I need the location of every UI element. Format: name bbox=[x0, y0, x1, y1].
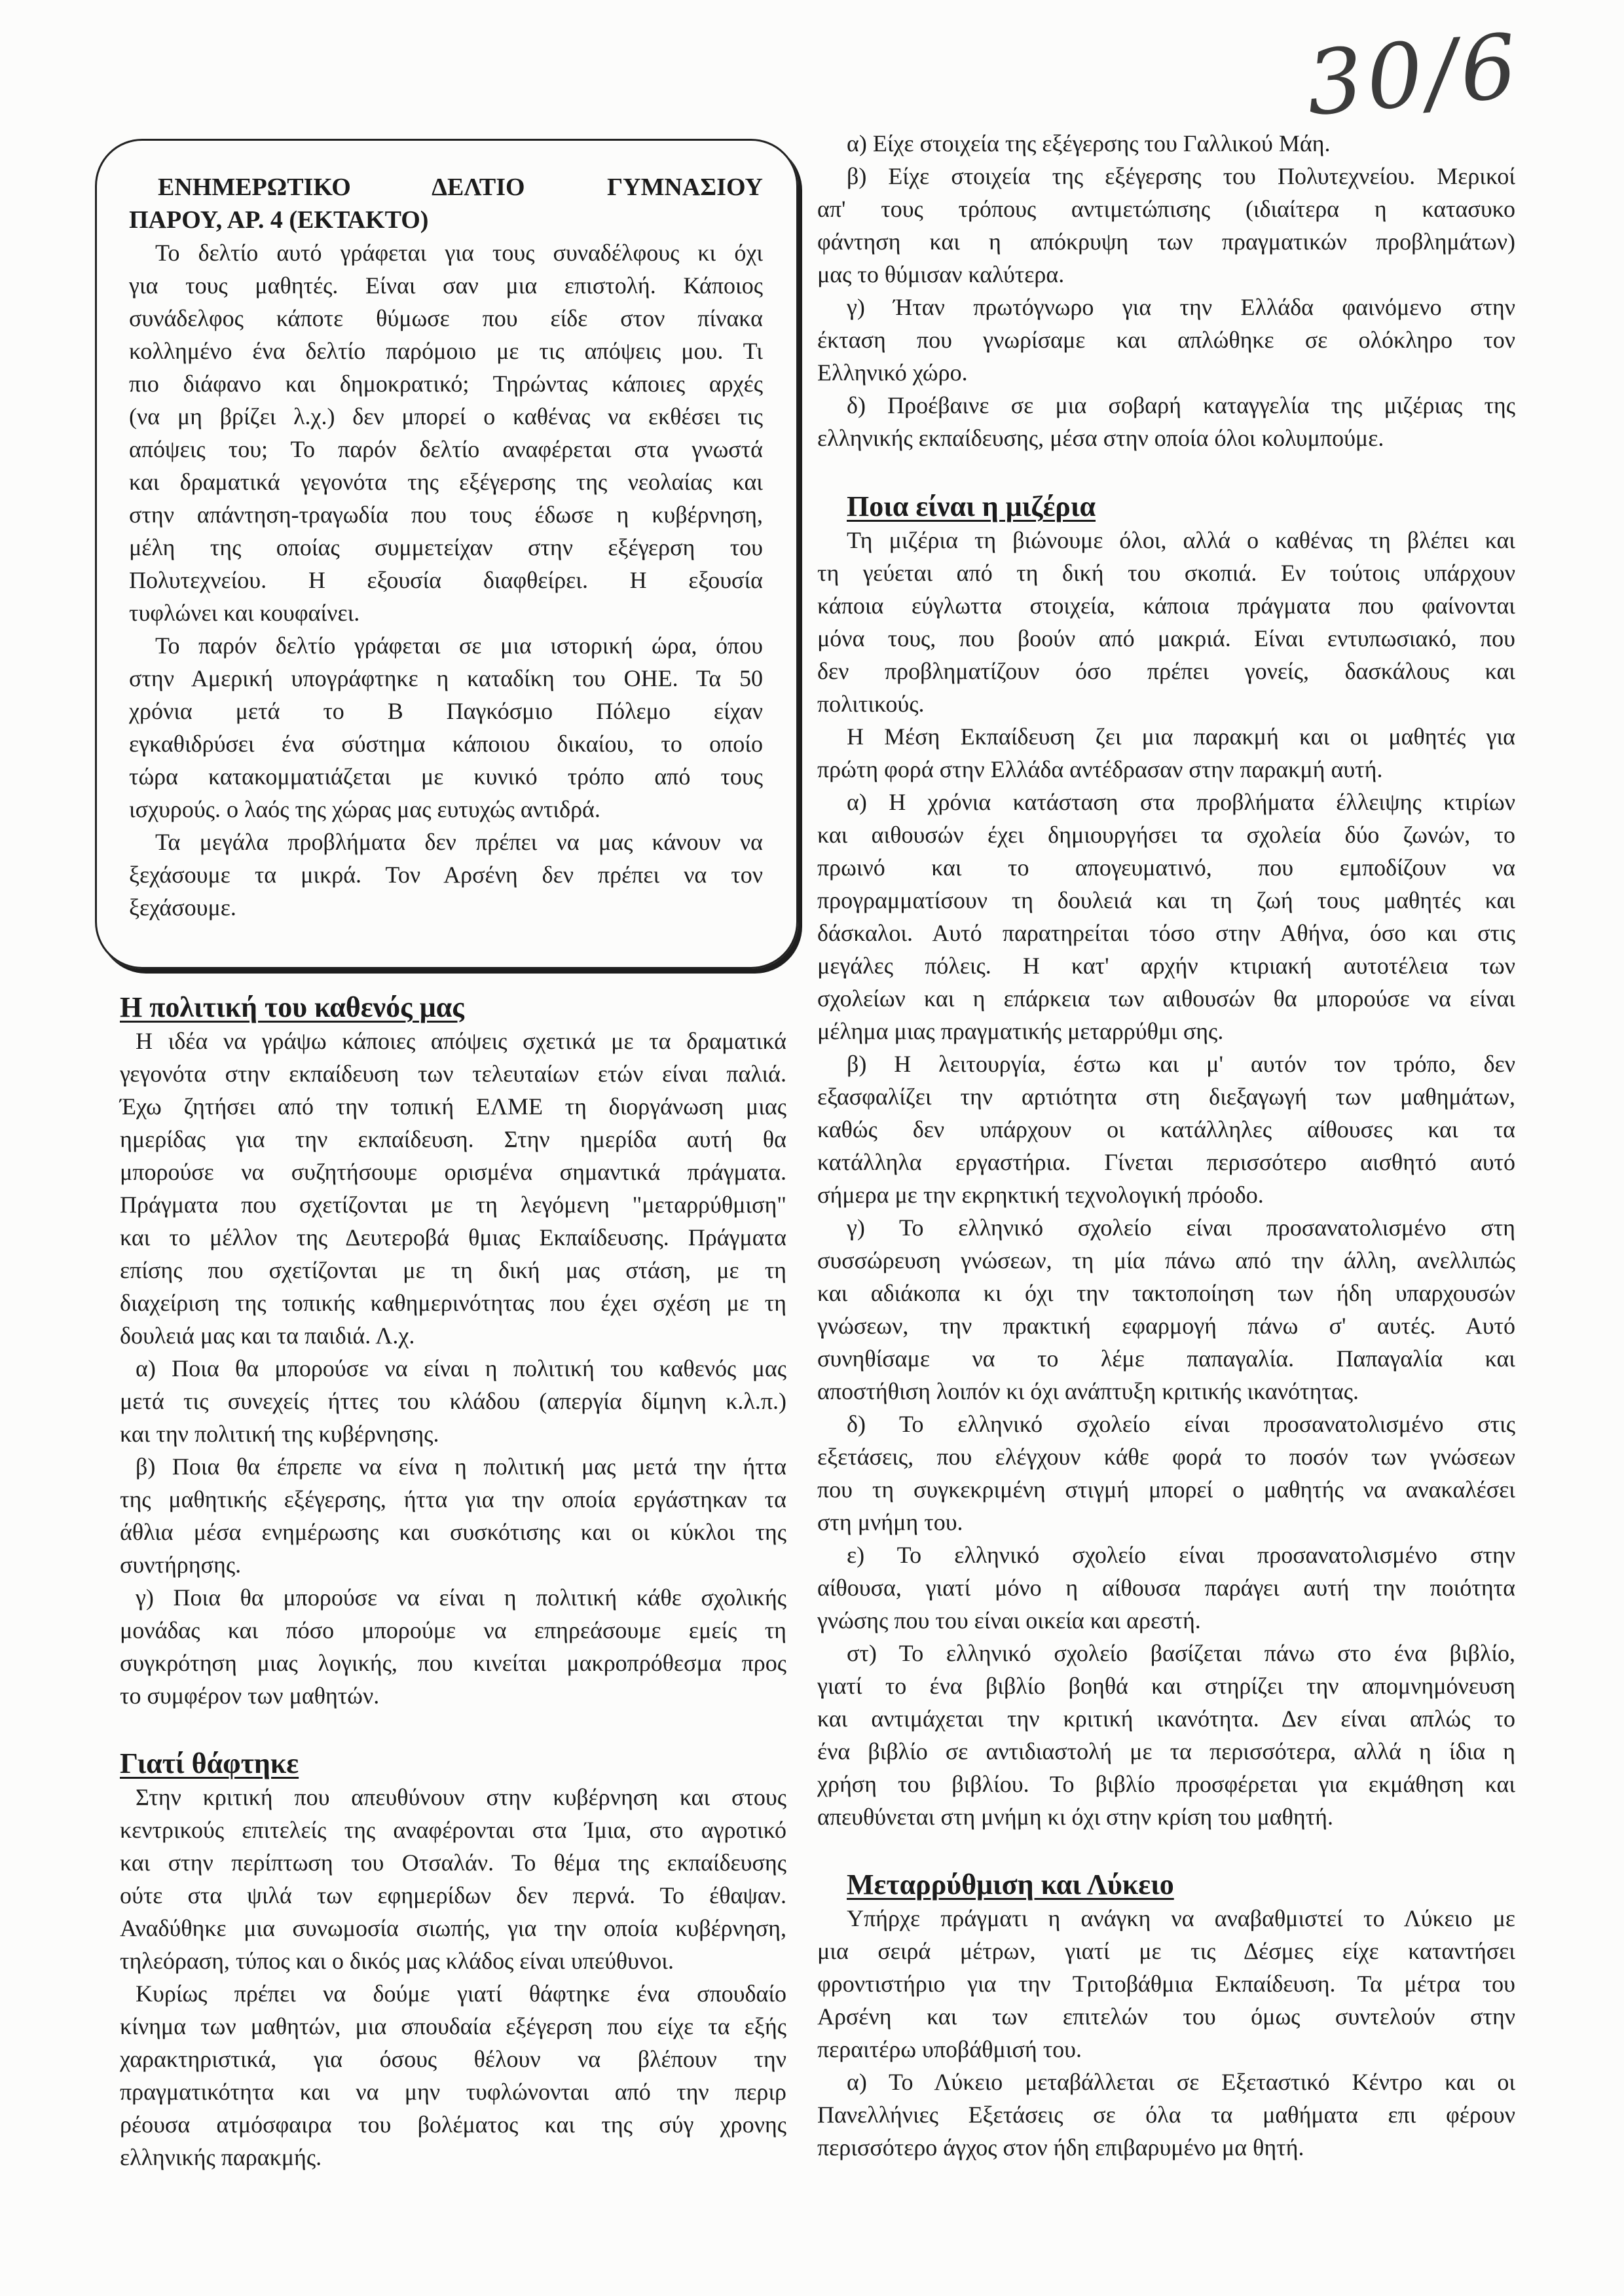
right-column bbox=[817, 127, 1515, 2164]
text-line: μια σειρά μέτρων, γιατί με τις Δέσμες είχε καταντήσει bbox=[817, 1938, 1515, 1964]
paragraph bbox=[817, 1637, 1515, 1833]
section-why-buried bbox=[120, 1746, 786, 2174]
text-line: προγραμματίσουν τη δουλειά και τη ζωή τους μαθητές και bbox=[817, 887, 1515, 913]
text-line: μετά τις συνεχείς ήττες του κλάδου (απεργία δίμηνη κ.λ.π.) bbox=[120, 1388, 786, 1414]
text-line: Το δελτίο αυτό γράφεται για τους συναδέλφους κι όχι bbox=[155, 240, 763, 266]
text-line: και αδιάκοπα κι όχι την τακτοποίηση των ήδη υπαρχουσών bbox=[817, 1280, 1515, 1306]
text-line: Πράγματα που σχετίζονται με τη λεγόμενη "μεταρρύθμιση" bbox=[120, 1192, 786, 1218]
text-line: ξεχάσουμε. bbox=[129, 894, 236, 920]
text-line: διαχείριση της τοπικής καθημερινότητας που έχει σχέση με τη bbox=[120, 1290, 786, 1316]
text-line: γ) Ήταν πρωτόγνωρο για την Ελλάδα φαινόμενο στην bbox=[847, 294, 1515, 320]
section-body bbox=[817, 524, 1515, 1833]
notice-title-line: ΠΑΡΟΥ, ΑΡ. 4 (ΕΚΤΑΚΤΟ) bbox=[129, 206, 429, 234]
text-line: Πολυτεχνείου. Η εξουσία διαφθείρει. Η εξουσία bbox=[129, 567, 763, 593]
text-line: α) Η χρόνια κατάσταση στα προβλήματα έλλειψης κτιρίων bbox=[847, 789, 1515, 815]
text-line: και στην περίπτωση του Οτσαλάν. Το θέμα της εκπαίδευσης bbox=[120, 1850, 786, 1876]
text-line: εξασφαλίζει την αρτιότητα στη διεξαγωγή των μαθημάτων, bbox=[817, 1084, 1515, 1110]
paragraph bbox=[817, 786, 1515, 1048]
text-line: μπορούσε να συζητήσουμε ορισμένα σημαντικά πράγματα. bbox=[120, 1159, 786, 1185]
text-line: και την πολιτική της κυβέρνησης. bbox=[120, 1421, 439, 1447]
section-heading: Μεταρρύθμιση και Λύκειο bbox=[847, 1868, 1174, 1901]
text-line: πολιτικούς. bbox=[817, 691, 925, 717]
text-line: συντήρησης. bbox=[120, 1552, 242, 1578]
text-line: συνηθίσαμε να το λέμε παπαγαλία. Παπαγαλία και bbox=[817, 1345, 1515, 1372]
text-line: Στην κριτική που απευθύνουν στην κυβέρνηση και στους bbox=[136, 1784, 786, 1810]
text-line: ελληνικής παρακμής. bbox=[120, 2144, 322, 2170]
text-line: απ' τους τρόπους αντιμετώπισης (ιδιαίτερα η κατασυκο bbox=[817, 196, 1515, 222]
paragraph bbox=[817, 291, 1515, 389]
text-line: απευθύνεται στη μνήμη κι όχι στην κρίση του μαθητή. bbox=[817, 1804, 1333, 1830]
text-line: και αντιμάχεται την κριτική ικανότητα. Δεν είναι απλώς το bbox=[817, 1705, 1515, 1732]
text-line: συγκρότηση μιας λογικής, που κινείται μακροπρόθεσμα προς bbox=[120, 1650, 786, 1676]
notice-body bbox=[129, 236, 763, 924]
text-line: και δραματικά γεγονότα της εξέγερσης της νεολαίας και bbox=[129, 469, 763, 495]
text-line: απόψεις του; Το παρόν δελτίο αναφέρεται στα γνωστά bbox=[129, 436, 763, 462]
text-line: αίθουσα, γιατί μόνο η αίθουσα παράγει αυτή την ποιότητα bbox=[817, 1575, 1515, 1601]
text-line: κεντρικούς επιτελείς της αναφέρονται στα Ίμια, στο αγροτικό bbox=[120, 1817, 786, 1843]
text-line: κίνημα των μαθητών, μια σπουδαία εξέγερση που είχε τα εξής bbox=[120, 2013, 786, 2039]
text-line: β) Ποια θα έπρεπε να είνα η πολιτική μας μετά την ήττα bbox=[136, 1453, 786, 1480]
text-line: ένα βιβλίο σε αντιδιαστολή με τα περισσότερα, αλλά η ίδια η bbox=[817, 1738, 1515, 1764]
text-line: πιο διάφανο και δημοκρατικό; Τηρώντας κάποιες αρχές bbox=[129, 371, 763, 397]
text-line: (να μη βρίζει λ.χ.) δεν μπορεί ο καθένας να εκθέσει τις bbox=[129, 403, 763, 429]
text-line: κατάλληλα εργαστήρια. Γίνεται περισσότερο αισθητό αυτό bbox=[817, 1149, 1515, 1175]
paragraph bbox=[817, 1539, 1515, 1637]
section-body bbox=[120, 1781, 786, 2174]
text-line: μεγάλες πόλεις. Η κατ' αρχήν κτιριακή αυτοτέλεια των bbox=[817, 953, 1515, 979]
text-line: πρωινό και το απογευματινό, που εμποδίζουν να bbox=[817, 854, 1515, 881]
text-line: το συμφέρον των μαθητών. bbox=[120, 1683, 380, 1709]
text-line: μέλημα μιας πραγματικής μεταρρύθμι σης. bbox=[817, 1018, 1224, 1044]
text-line: στην Αμερική υπογράφτηκε η καταδίκη του ΟΗΕ. Τα 50 bbox=[129, 665, 763, 691]
paragraph bbox=[120, 1581, 786, 1712]
text-line: γεγονότα στην εκπαίδευση των τελευταίων ετών είναι παλιά. bbox=[120, 1061, 786, 1087]
paragraph bbox=[120, 1781, 786, 1977]
text-line: γ) Ποια θα μπορούσε να είναι η πολιτική κάθε σχολικής bbox=[136, 1584, 786, 1611]
text-line: ισχυρούς. ο λαός της χώρας μας ευτυχώς αντιδρά. bbox=[129, 796, 600, 822]
notice-title-line: ΕΝΗΜΕΡΩΤΙΚΟ ΔΕΛΤΙΟ ΓΥΜΝΑΣΙΟΥ bbox=[158, 173, 763, 201]
text-line: και αιθουσών έχει δημιουργήσει τα σχολεία δύο ζωνών, το bbox=[817, 822, 1515, 848]
text-line: πρώτη φορά στην Ελλάδα αντέδρασαν στην παρακμή αυτή. bbox=[817, 756, 1383, 782]
text-line: πραγματικότητα και να μην τυφλώνονται από την περιρ bbox=[120, 2079, 786, 2105]
text-line: γ) Το ελληνικό σχολείο είναι προσανατολισμένο στη bbox=[847, 1214, 1515, 1241]
text-line: ημερίδας για την εκπαίδευση. Στην ημερίδα αυτή θα bbox=[120, 1126, 786, 1152]
paragraph bbox=[817, 389, 1515, 454]
paragraph bbox=[817, 1048, 1515, 1211]
section-misery bbox=[817, 489, 1515, 1833]
text-line: Αναδύθηκε μια συνωμοσία σιωπής, για την οποία κυβέρνηση, bbox=[120, 1915, 786, 1941]
text-line: μόνα τους, που βοούν από μακριά. Είναι εντυπωσιακό, που bbox=[817, 625, 1515, 651]
text-line: σήμερα με την εκρηκτική τεχνολογική πρόοδο. bbox=[817, 1182, 1264, 1208]
text-line: περισσότερο άγχος στον ήδη επιβαρυμένο μα θητή. bbox=[817, 2134, 1304, 2160]
text-line: β) Είχε στοιχεία της εξέγερσης του Πολυτεχνείου. Μερικοί bbox=[847, 163, 1515, 189]
text-line: Τα μεγάλα προβλήματα δεν πρέπει να μας κάνουν να bbox=[155, 829, 763, 855]
section-heading: Η πολιτική του καθενός μας bbox=[120, 991, 464, 1023]
paragraph bbox=[817, 1408, 1515, 1539]
text-line: ρέουσα ατμόσφαιρα του βολέματος και της σύγ χρονης bbox=[120, 2111, 786, 2138]
text-line: σχολείων και η επάρκεια των αιθουσών θα μπορούσε να είναι bbox=[817, 985, 1515, 1011]
paragraph bbox=[120, 1450, 786, 1581]
text-line: β) Η λειτουργία, έστω και μ' αυτόν τον τρόπο, δεν bbox=[847, 1051, 1515, 1077]
text-line: χρόνια μετά το Β Παγκόσμιο Πόλεμο είχαν bbox=[129, 698, 763, 724]
text-line: δουλειά μας και τα παιδιά. Λ.χ. bbox=[120, 1322, 415, 1349]
text-line: Κυρίως πρέπει να δούμε γιατί θάφτηκε ένα σπουδαίο bbox=[136, 1980, 786, 2007]
text-line: συνάδελφος κάποτε θύμωσε που είδε στον πίνακα bbox=[129, 305, 763, 331]
text-line: γιατί το ένα βιβλίο βοηθά και στηρίζει την απομνημόνευση bbox=[817, 1673, 1515, 1699]
text-line: καθώς δεν υπάρχουν οι κατάλληλες αίθουσες και τα bbox=[817, 1116, 1515, 1142]
text-line: Τη μιζέρια τη βιώνουμε όλοι, αλλά ο καθένας τη βλέπει και bbox=[847, 527, 1515, 553]
text-line: δεν προβληματίζουν όσο πρέπει γονείς, δασκάλους και bbox=[817, 658, 1515, 684]
text-line: α) Είχε στοιχεία της εξέγερσης του Γαλλικού Μάη. bbox=[847, 130, 1331, 156]
text-line: Αρσένη και των επιτελών του όμως συντελούν στην bbox=[817, 2003, 1515, 2030]
text-line: εγκαθιδρύσει ένα σύστημα κάποιου δικαίου, το οποίο bbox=[129, 731, 763, 757]
text-line: ελληνικής εκπαίδευσης, μέσα στην οποία όλοι κολυμπούμε. bbox=[817, 425, 1384, 451]
section-reform-lyceum bbox=[817, 1867, 1515, 2164]
notice-box bbox=[95, 139, 798, 969]
paragraph bbox=[817, 1902, 1515, 2066]
text-line: επίσης που σχετίζονται με τη δική μας στάση, με τη bbox=[120, 1257, 786, 1283]
text-line: α) Το Λύκειο μεταβάλλεται σε Εξεταστικό Κέντρο και οι bbox=[847, 2069, 1515, 2095]
text-line: δ) Το ελληνικό σχολείο είναι προσανατολισμένο στις bbox=[847, 1411, 1515, 1437]
section-heading: Γιατί θάφτηκε bbox=[120, 1747, 299, 1779]
text-line: για τους μαθητές. Είναι σαν μια επιστολή. Κάποιος bbox=[129, 272, 763, 299]
text-line: συσσώρευση γνώσεων, τη μία πάνω από την άλλη, ανελλιπώς bbox=[817, 1247, 1515, 1273]
text-line: έκταση που γνωρίσαμε και απλώθηκε σε ολόκληρο τον bbox=[817, 327, 1515, 353]
text-line: που τη συγκεκριμένη στιγμή μπορεί ο μαθητής να ανακαλέσει bbox=[817, 1476, 1515, 1503]
section-heading: Ποια είναι η μιζέρια bbox=[847, 490, 1096, 522]
paragraph bbox=[120, 1025, 786, 1352]
section-politics bbox=[120, 990, 786, 1712]
text-line: Ελληνικό χώρο. bbox=[817, 359, 968, 386]
text-line: μας το θύμισαν καλύτερα. bbox=[817, 261, 1065, 287]
section-body bbox=[120, 1025, 786, 1712]
text-line: μέλη της οποίας συμμετείχαν στην εξέγερση του bbox=[129, 534, 763, 560]
paragraph bbox=[817, 1211, 1515, 1408]
text-line: στην απάντηση-τραγωδία που τους έδωσε η κυβέρνηση, bbox=[129, 501, 763, 528]
text-line: στη μνήμη του. bbox=[817, 1509, 963, 1535]
paragraph bbox=[817, 2066, 1515, 2164]
text-line: στ) Το ελληνικό σχολείο βασίζεται πάνω στο ένα βιβλίο, bbox=[847, 1640, 1515, 1666]
text-line: τη γεύεται από τη δική του σκοπιά. Εν τούτοις υπάρχουν bbox=[817, 560, 1515, 586]
text-line: χρήση του βιβλίου. Το βιβλίο προσφέρεται για εκμάθηση και bbox=[817, 1771, 1515, 1797]
text-line: Η Μέση Εκπαίδευση ζει μια παρακμή και οι μαθητές για bbox=[847, 723, 1515, 750]
paragraph bbox=[129, 236, 763, 629]
text-line: α) Ποια θα μπορούσε να είναι η πολιτική του καθενός μας bbox=[136, 1355, 786, 1381]
text-line: δάσκαλοι. Αυτό παρατηρείται τόσο στην Αθήνα, όσο και στις bbox=[817, 920, 1515, 946]
text-line: φάντηση και η απόκρυψη των πραγματικών προβλημάτων) bbox=[817, 228, 1515, 255]
paragraph bbox=[129, 826, 763, 924]
text-line: ξεχάσουμε τα μικρά. Τον Αρσένη δεν πρέπει να τον bbox=[129, 862, 763, 888]
text-line: άθλια μέσα ενημέρωσης και συσκότισης και οι κύκλοι της bbox=[120, 1519, 786, 1545]
text-line: χαρακτηριστικά, για όσους θέλουν να βλέπουν την bbox=[120, 2046, 786, 2072]
text-line: ε) Το ελληνικό σχολείο είναι προσανατολισμένο στην bbox=[847, 1542, 1515, 1568]
text-line: μονάδας και πόσο μπορούμε να επηρεάσουμε εμείς τη bbox=[120, 1617, 786, 1643]
text-line: αποστήθιση λοιπόν κι όχι ανάπτυξη κριτικής ικανότητας. bbox=[817, 1378, 1359, 1404]
paragraph bbox=[817, 160, 1515, 291]
text-line: τηλεόραση, τύπος και ο δικός μας κλάδος είναι υπεύθυνοι. bbox=[120, 1948, 674, 1974]
text-line: Η ιδέα να γράψω κάποιες απόψεις σχετικά με τα δραματικά bbox=[136, 1028, 786, 1054]
text-line: Έχω ζητήσει από την τοπική ΕΛΜΕ τη διοργάνωση μιας bbox=[120, 1093, 786, 1120]
paragraph bbox=[817, 524, 1515, 720]
text-line: γνώσεων, την πρακτική εφαρμογή πάνω σ' αυτές. Αυτό bbox=[817, 1313, 1515, 1339]
paragraph bbox=[817, 127, 1515, 160]
paragraph bbox=[120, 1352, 786, 1450]
text-line: Πανελλήνιες Εξετάσεις σε όλα τα μαθήματα επι φέρουν bbox=[817, 2102, 1515, 2128]
text-line: εξετάσεις, που ελέγχουν κάθε φορά το ποσόν των γνώσεων bbox=[817, 1444, 1515, 1470]
text-line: τώρα κατακομματιάζεται με κυνικό τρόπο από τους bbox=[129, 763, 763, 790]
text-line: κολλημένο ένα δελτίο παρόμοιο με τις απόψεις μου. Τι bbox=[129, 338, 763, 364]
text-line: Το παρόν δελτίο γράφεται σε μια ιστορική ώρα, όπου bbox=[155, 632, 763, 659]
paragraph bbox=[120, 1977, 786, 2174]
text-line: δ) Προέβαινε σε μια σοβαρή καταγγελία της μιζέριας της bbox=[847, 392, 1515, 418]
text-line: γνώσης που του είναι οικεία και αρεστή. bbox=[817, 1607, 1201, 1633]
text-line: Υπήρχε πράγματι η ανάγκη να αναβαθμιστεί το Λύκειο με bbox=[847, 1905, 1515, 1931]
text-line: φροντιστήριο για την Τριτοβάθμια Εκπαίδευση. Τα μέτρα του bbox=[817, 1971, 1515, 1997]
left-column bbox=[120, 990, 786, 2174]
section-body bbox=[817, 1902, 1515, 2164]
handwritten-date-note: 30/6 bbox=[1302, 14, 1525, 136]
text-line: κάποια εύγλωττα στοιχεία, κάποια πράγματα που φαίνονται bbox=[817, 592, 1515, 619]
text-line: τυφλώνει και κουφαίνει. bbox=[129, 600, 360, 626]
paragraph bbox=[817, 720, 1515, 786]
text-line: περαιτέρω υποβάθμισή του. bbox=[817, 2036, 1082, 2062]
text-line: και το μέλλον της Δευτεροβά θμιας Εκπαίδευσης. Πράγματα bbox=[120, 1224, 786, 1250]
paragraph bbox=[129, 629, 763, 826]
text-line: της μαθητικής εξέγερσης, ήττα για την οποία εργάστηκαν τα bbox=[120, 1486, 786, 1512]
continued-list bbox=[817, 127, 1515, 454]
text-line: ούτε στα ψιλά των εφημερίδων δεν περνά. Το έθαψαν. bbox=[120, 1882, 786, 1908]
